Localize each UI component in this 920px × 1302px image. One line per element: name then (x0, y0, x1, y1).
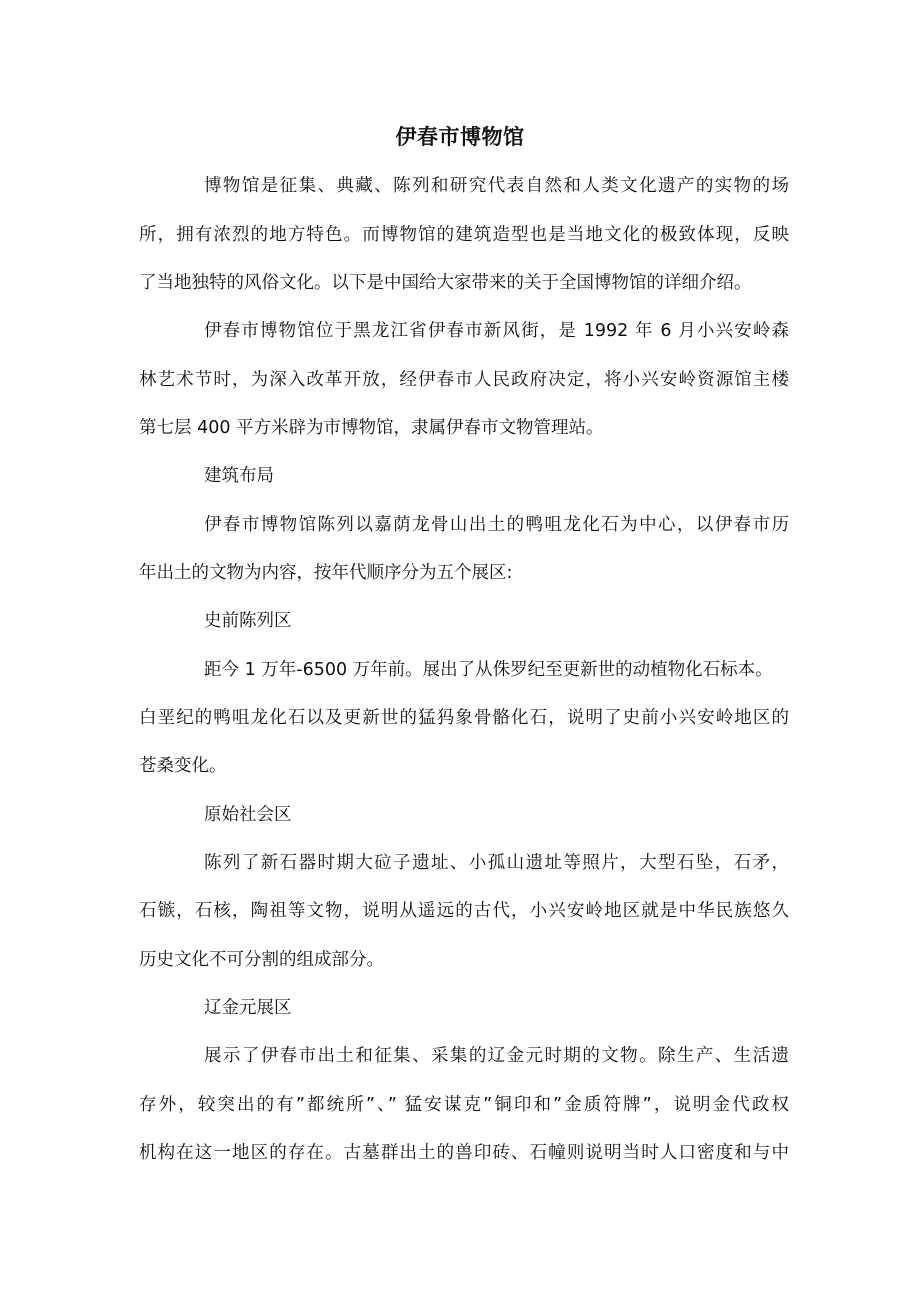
paragraph-6-line-1: 展示了伊春市出土和征集、采集的辽金元时期的文物。除生产、生活遗 (204, 1046, 789, 1066)
paragraph-5-line-3: 历史文化不可分割的组成部分。 (139, 950, 384, 970)
paragraph-1-line-2: 所，拥有浓烈的地方特色。而博物馆的建筑造型也是当地文化的极致体现，反映 (139, 225, 789, 245)
section-heading-prehistoric: 史前陈列区 (204, 611, 292, 631)
section-heading-liao-jin-yuan: 辽金元展区 (204, 998, 292, 1018)
paragraph-1-line-3: 了当地独特的风俗文化。以下是中国给大家带来的关于全国博物馆的详细介绍。 (139, 273, 752, 293)
paragraph-4-line-1: 距今 1 万年-6500 万年前。展出了从侏罗纪至更新世的动植物化石标本。 (204, 660, 773, 680)
document-title: 伊春市博物馆 (395, 125, 525, 149)
section-heading-primitive-society: 原始社会区 (204, 805, 292, 825)
paragraph-5-line-1: 陈列了新石器时期大砬子遗址、小孤山遗址等照片，大型石坠，石矛， (204, 853, 789, 873)
paragraph-5-line-2: 石镞，石核，陶祖等文物，说明从遥远的古代，小兴安岭地区就是中华民族悠久 (139, 901, 789, 921)
paragraph-4-line-2: 白垩纪的鸭咀龙化石以及更新世的猛犸象骨骼化石，说明了史前小兴安岭地区的 (139, 708, 789, 728)
paragraph-1-line-1: 博物馆是征集、典藏、陈列和研究代表自然和人类文化遗产的实物的场 (204, 176, 789, 196)
paragraph-6-line-3: 机构在这一地区的存在。古墓群出土的兽印砖、石幢则说明当时人口密度和与中 (139, 1143, 789, 1163)
section-heading-building-layout: 建筑布局 (204, 466, 274, 486)
paragraph-2-line-1: 伊春市博物馆位于黑龙江省伊春市新风街，是 1992 年 6 月小兴安岭森 (204, 321, 789, 341)
paragraph-2-line-3: 第七层 400 平方米辟为市博物馆，隶属伊春市文物管理站。 (139, 418, 604, 438)
paragraph-2-line-2: 林艺术节时，为深入改革开放，经伊春市人民政府决定，将小兴安岭资源馆主楼 (139, 370, 789, 390)
paragraph-4-line-3: 苍桑变化。 (139, 756, 227, 776)
paragraph-3-line-2: 年出土的文物为内容，按年代顺序分为五个展区: (139, 563, 513, 583)
paragraph-6-line-2: 存外，较突出的有”都统所”、” 猛安谋克”铜印和”金质符牌”，说明金代政权 (139, 1095, 789, 1115)
paragraph-3-line-1: 伊春市博物馆陈列以嘉荫龙骨山出土的鸭咀龙化石为中心，以伊春市历 (204, 515, 789, 535)
